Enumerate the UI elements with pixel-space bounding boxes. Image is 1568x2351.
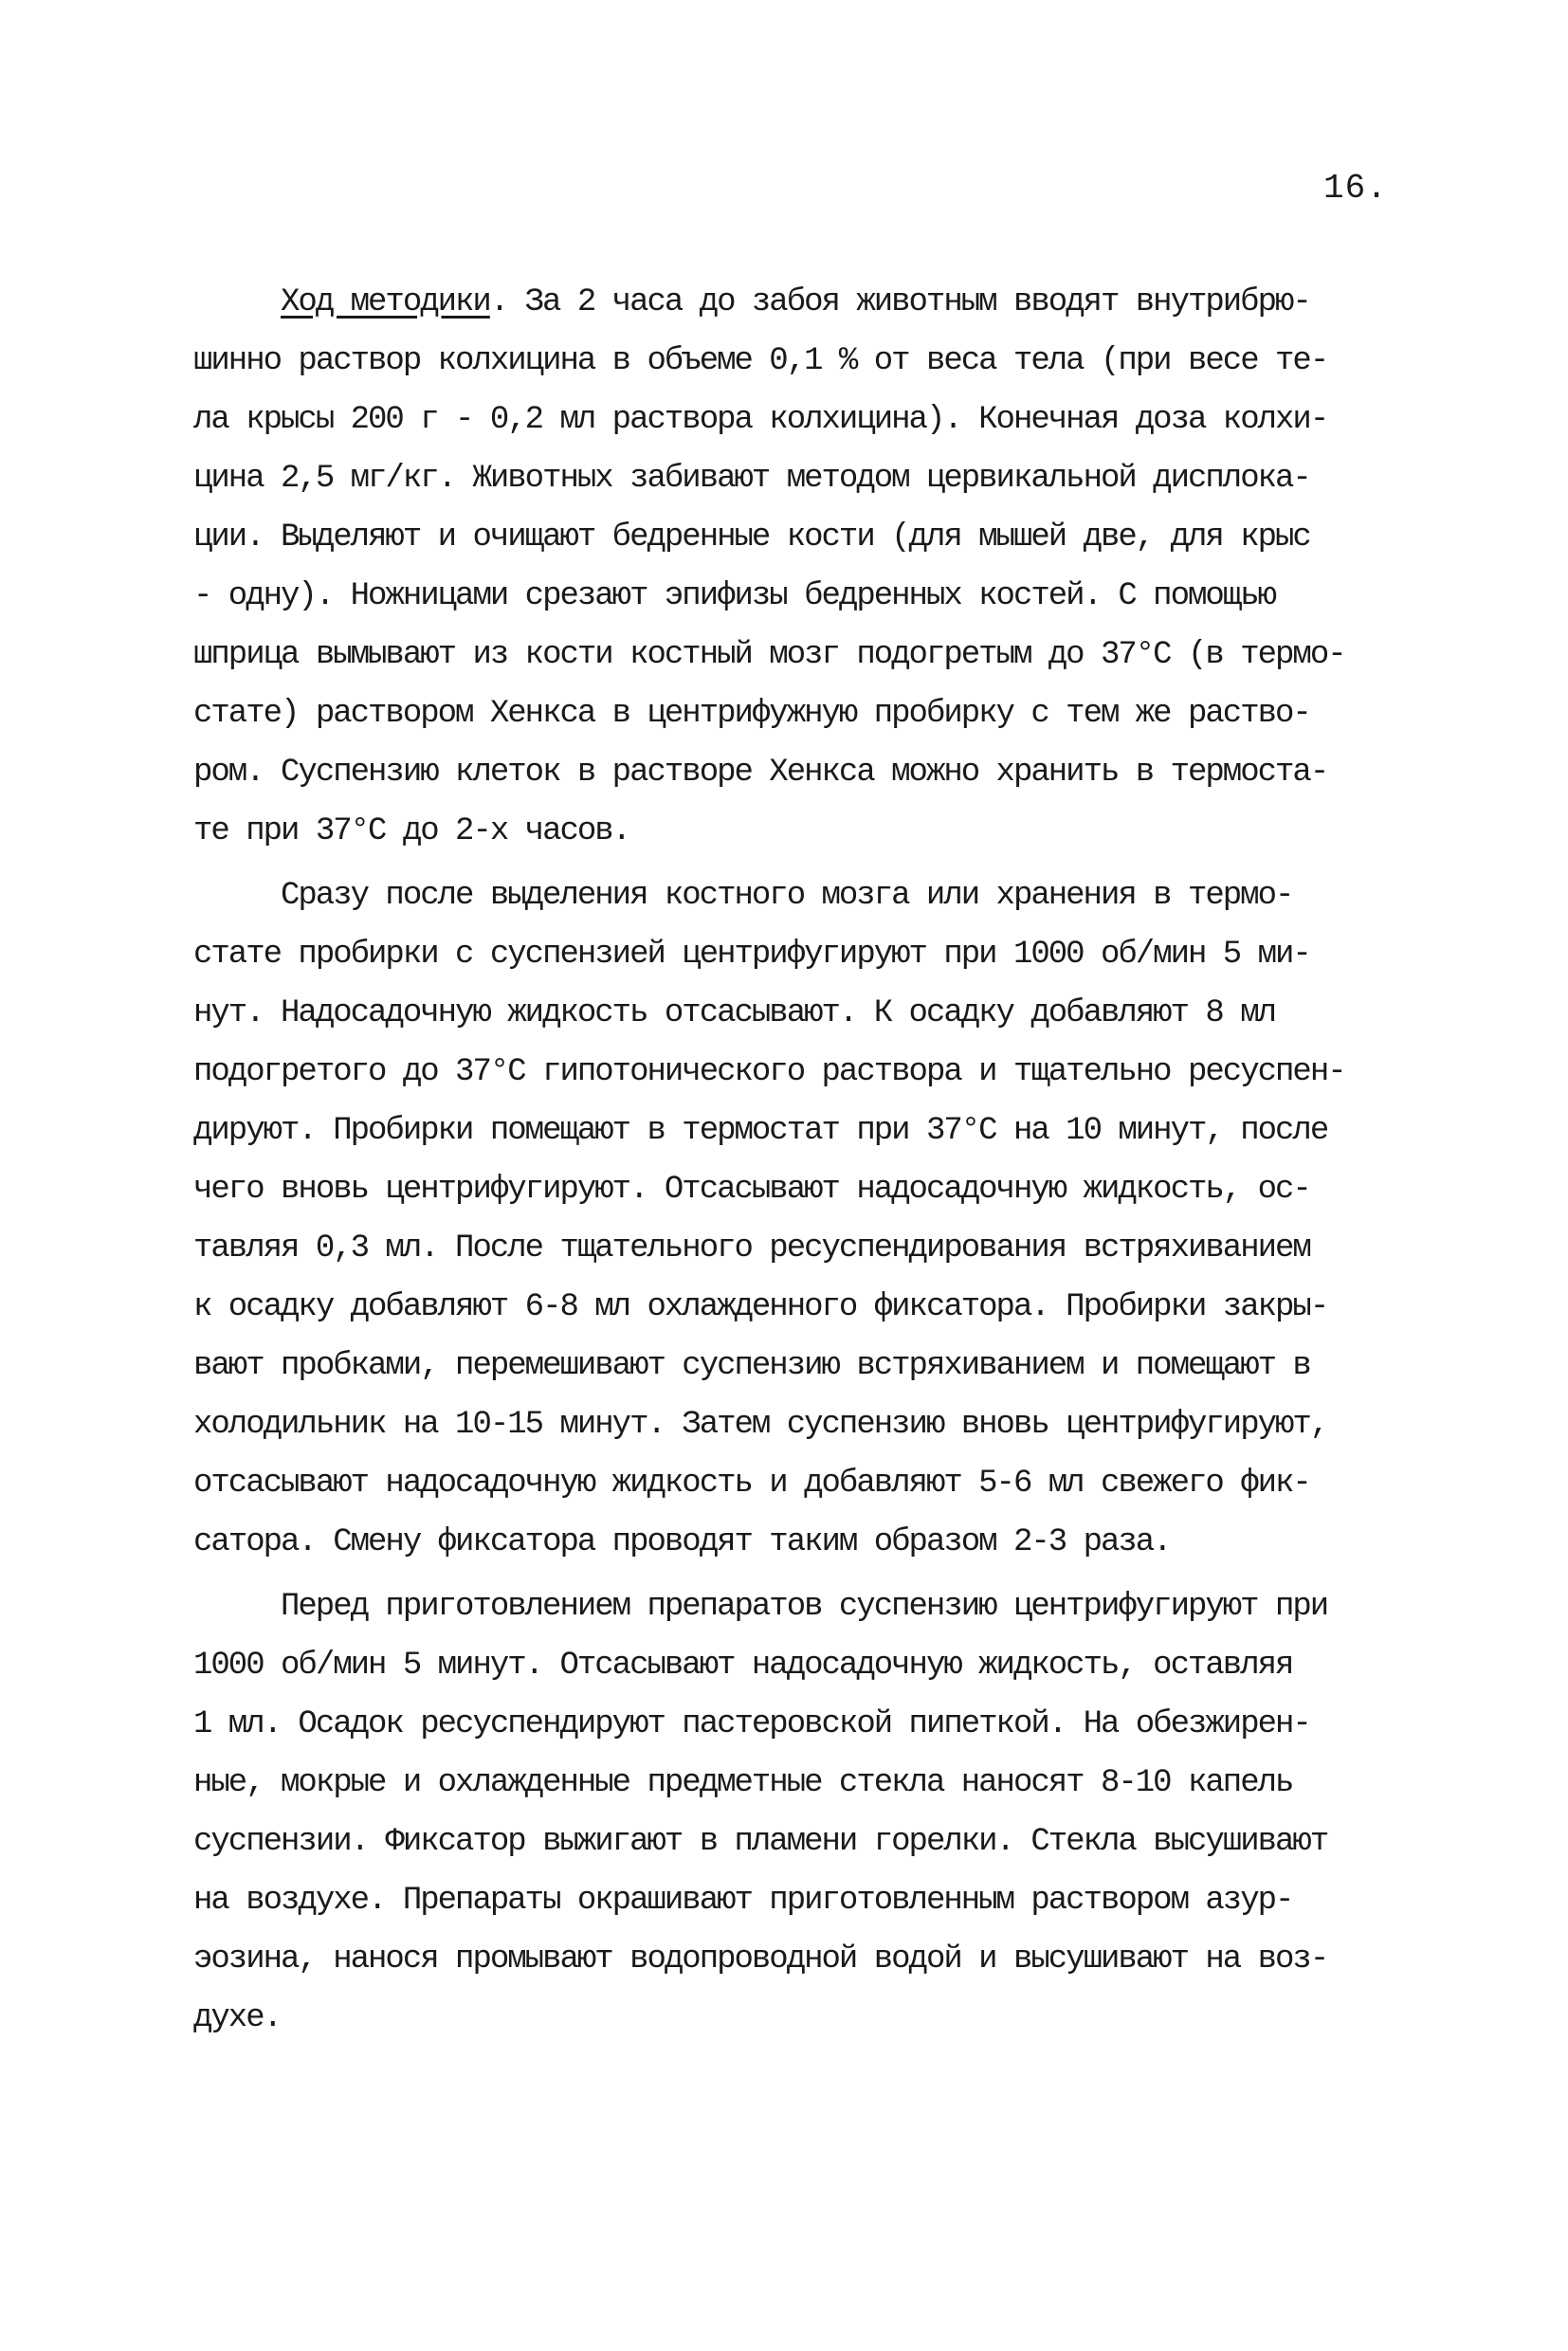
- section-heading: Ход методики: [281, 284, 490, 320]
- text-line: шприца вымывают из кости костный мозг подогретым до 37°С (в термо-: [193, 637, 1345, 673]
- text-line: ла крысы 200 г - 0,2 мл раствора колхицина). Конечная доза колхи-: [193, 402, 1328, 438]
- text-line: на воздухе. Препараты окрашивают приготовленным раствором азур-: [193, 1883, 1293, 1919]
- text-line: 1000 об/мин 5 минут. Отсасывают надосадочную жидкость, оставляя: [193, 1648, 1293, 1684]
- text-line-content: . За 2 часа до забоя животным вводят внутрибрю-: [489, 284, 1310, 320]
- text-line: стате пробирки с суспензией центрифугируют при 1000 об/мин 5 ми-: [193, 937, 1310, 973]
- text-line: [193, 273, 1426, 332]
- text-line: 1 мл. Осадок ресуспендируют пастеровской пипеткой. На обезжирен-: [193, 1706, 1310, 1742]
- text-line: чего вновь центрифугируют. Отсасывают надосадочную жидкость, ос-: [193, 1172, 1310, 1208]
- page-number: 16.: [1323, 169, 1388, 208]
- text-line: холодильник на 10-15 минут. Затем суспензию вновь центрифугируют,: [193, 1407, 1328, 1443]
- text-line: шинно раствор колхицина в объеме 0,1 % от веса тела (при весе те-: [193, 343, 1328, 379]
- text-line: те при 37°С до 2-х часов.: [193, 813, 630, 849]
- text-line: ции. Выделяют и очищают бедренные кости (для мышей две, для крыс: [193, 519, 1310, 556]
- text-line: ные, мокрые и охлажденные предметные стекла наносят 8-10 капель: [193, 1765, 1293, 1801]
- text-line: эозина, нанося промывают водопроводной водой и высушивают на воз-: [193, 1941, 1328, 1977]
- text-line: нут. Надосадочную жидкость отсасывают. К осадку добавляют 8 мл: [193, 995, 1276, 1031]
- text-line: к осадку добавляют 6-8 мл охлажденного фиксатора. Пробирки закры-: [193, 1289, 1328, 1325]
- text-line: подогретого до 37°С гипотонического раствора и тщательно ресуспен-: [193, 1054, 1345, 1090]
- text-line: дируют. Пробирки помещают в термостат при 37°С на 10 минут, после: [193, 1113, 1328, 1149]
- text-line: суспензии. Фиксатор выжигают в пламени горелки. Стекла высушивают: [193, 1824, 1328, 1860]
- document-body: [193, 273, 1426, 2048]
- text-line: - одну). Ножницами срезают эпифизы бедренных костей. С помощью: [193, 578, 1276, 614]
- text-line: Сразу после выделения костного мозга или хранения в термо-: [281, 878, 1293, 914]
- text-line: ром. Суспензию клеток в растворе Хенкса можно хранить в термоста-: [193, 755, 1328, 791]
- text-line: отсасывают надосадочную жидкость и добавляют 5-6 мл свежего фик-: [193, 1466, 1310, 1502]
- text-line: вают пробками, перемешивают суспензию встряхиванием и помещают в: [193, 1348, 1310, 1384]
- text-line: сатора. Смену фиксатора проводят таким образом 2-3 раза.: [193, 1524, 1171, 1560]
- text-line: духе.: [193, 2000, 282, 2036]
- text-line: цина 2,5 мг/кг. Животных забивают методом цервикальной дисплока-: [193, 461, 1310, 497]
- text-line: стате) раствором Хенкса в центрифужную пробирку с тем же раство-: [193, 696, 1310, 732]
- text-line: Перед приготовлением препаратов суспензию центрифугируют при: [281, 1589, 1328, 1625]
- text-line: тавляя 0,3 мл. После тщательного ресуспендирования встряхиванием: [193, 1230, 1310, 1267]
